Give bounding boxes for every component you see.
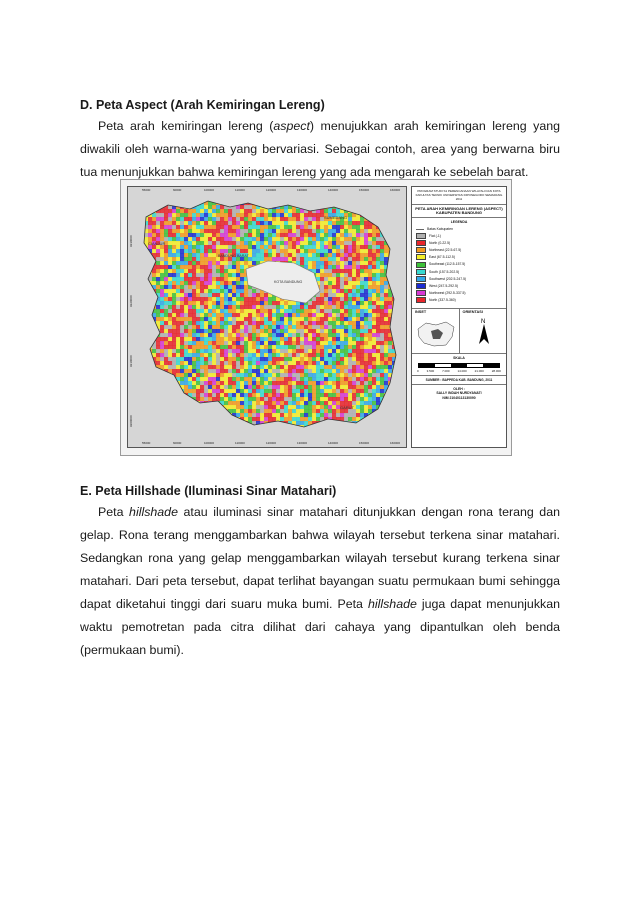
map-legend-panel bbox=[411, 186, 507, 448]
scale-number: 3.500 bbox=[426, 368, 435, 373]
coordinate-tick: 55000 bbox=[142, 441, 151, 445]
orientation-box bbox=[460, 309, 507, 353]
paragraph-text: ) menujukkan arah kemiringan lereng yang diwakili oleh warna-warna yang bervariasi. Sebagai contoh, area yang berwarna biru tua menunjukkan bahwa kemiringan lereng yang ada mengarah ke sebelah barat. bbox=[80, 119, 560, 179]
legend-list bbox=[412, 227, 506, 303]
legend-item bbox=[416, 276, 506, 282]
legend-item bbox=[416, 262, 506, 268]
scale-box bbox=[412, 354, 506, 376]
paragraph-text: juga dapat menunjukkan waktu pemotretan pada citra dilihat dari cahaya yang dipantulkan oleh benda (permukaan bumi). bbox=[80, 597, 560, 657]
legend-label: Northeast (22.5-67.5) bbox=[429, 248, 462, 253]
coordinate-tick: 130000 bbox=[297, 188, 308, 192]
coordinate-tick: 110000 bbox=[235, 188, 245, 192]
legend-swatch bbox=[416, 262, 426, 268]
legend-swatch bbox=[416, 283, 426, 289]
coordinate-tick: 9230000 bbox=[129, 235, 133, 247]
legend-item bbox=[416, 297, 506, 303]
source-text: SUMBER : BAPPEDA KAB. BANDUNG, 2011 bbox=[412, 376, 506, 385]
place-label: GARUT bbox=[340, 405, 354, 410]
coordinate-tick: 160000 bbox=[390, 441, 401, 445]
legend-title: LEGENDA bbox=[450, 220, 468, 225]
coordinate-tick: 110000 bbox=[235, 441, 245, 445]
legend-swatch bbox=[416, 290, 426, 296]
aspect-map-figure bbox=[120, 179, 512, 456]
coordinate-tick: 60000 bbox=[173, 441, 182, 445]
legend-label: Northwest (292.5-337.5) bbox=[429, 291, 466, 296]
legend-swatch bbox=[416, 240, 426, 246]
place-label: CIANJUR bbox=[148, 241, 166, 246]
map-title: PETA ARAH KEMIRINGAN LERENG (ASPECT) KABUPATEN BANDUNG bbox=[412, 205, 506, 218]
legend-swatch bbox=[416, 254, 426, 260]
legend-swatch bbox=[416, 233, 426, 239]
place-label: SUMEDANG bbox=[324, 215, 348, 220]
place-label: KOTA BANDUNG bbox=[274, 280, 303, 284]
inset-map bbox=[416, 319, 456, 349]
term-hillshade: hillshade bbox=[367, 597, 417, 611]
scale-label: SKALA bbox=[453, 355, 465, 360]
scale-number: 14.000 bbox=[457, 368, 467, 373]
legend-item bbox=[416, 240, 506, 246]
scale-number: 7.000 bbox=[442, 368, 450, 373]
inset-orientation-row bbox=[412, 309, 506, 354]
legend-label: North (0-22.5) bbox=[429, 240, 451, 245]
legend-item bbox=[416, 247, 506, 253]
legend-label: South (157.5-202.5) bbox=[429, 269, 460, 274]
legend-swatch bbox=[416, 276, 426, 282]
legend-label: Flat (-1) bbox=[429, 233, 441, 238]
author-box bbox=[412, 385, 506, 400]
legend-label: Southeast (112.5-157.5) bbox=[429, 262, 466, 267]
legend-swatch bbox=[416, 247, 426, 253]
coordinate-tick: 120000 bbox=[266, 441, 277, 445]
section-e-heading: E. Peta Hillshade (Iluminasi Sinar Matahari) bbox=[80, 484, 337, 498]
legend-item bbox=[416, 290, 506, 296]
legend-item bbox=[416, 227, 506, 231]
scale-number: 0 bbox=[417, 368, 419, 373]
inset-box bbox=[412, 309, 460, 353]
author-name: SALLY INDAH NURDYANATI bbox=[436, 391, 482, 396]
legend-item bbox=[416, 283, 506, 289]
paragraph-text: Peta bbox=[98, 505, 130, 519]
section-e-paragraph bbox=[80, 501, 560, 662]
north-arrow-icon bbox=[474, 316, 494, 346]
legend-swatch bbox=[416, 229, 424, 230]
coordinate-tick: 9200000 bbox=[129, 415, 133, 427]
legend-item bbox=[416, 233, 506, 239]
inset-label: INSET bbox=[415, 309, 427, 314]
coordinate-tick: 140000 bbox=[328, 441, 339, 445]
paragraph-text: atau iluminasi sinar matahari ditunjukkan dengan rona terang dan gelap. Rona terang menggambarkan bahwa wilayah tersebut terkena sinar matahari. Sedangkan rona yang gelap menggambarkan wilayah tersebut kurang terkena sinar matahari. Dari peta tersebut, dapat terlihat bayangan suatu permukaan bumi sehingga dapat diketahui tinggi dari suaru muka bumi. Peta bbox=[80, 505, 560, 611]
legend-label: West (247.5-292.5) bbox=[429, 284, 458, 288]
legend-label: East (67.5-112.5) bbox=[429, 255, 455, 260]
legend-item bbox=[416, 269, 506, 275]
coordinate-tick: 120000 bbox=[266, 188, 277, 192]
scale-bar bbox=[418, 363, 500, 368]
section-d-paragraph bbox=[80, 115, 560, 184]
coordinate-tick: 150000 bbox=[359, 441, 370, 445]
legend-swatch bbox=[416, 269, 426, 275]
term-hillshade: hillshade bbox=[129, 505, 178, 519]
coordinate-tick: 55000 bbox=[142, 188, 151, 192]
section-d-heading: D. Peta Aspect (Arah Kemiringan Lereng) bbox=[80, 98, 325, 112]
legend-swatch bbox=[416, 297, 426, 303]
coordinate-tick: 130000 bbox=[297, 441, 308, 445]
place-label: BANDUNG BARAT bbox=[218, 254, 249, 258]
coordinate-tick: 9220000 bbox=[129, 295, 133, 307]
term-aspect: aspect bbox=[273, 119, 310, 133]
orientation-label: ORIENTASI bbox=[462, 309, 483, 314]
north-letter: N bbox=[480, 318, 485, 325]
paragraph-text: Peta arah kemiringan lereng ( bbox=[98, 119, 274, 133]
coordinate-tick: 9210000 bbox=[129, 355, 133, 367]
legend-label: Southwest (202.5-247.5) bbox=[429, 276, 467, 281]
legend-label: North (337.5-360) bbox=[429, 298, 456, 303]
scale-number: 21.000 bbox=[474, 368, 484, 373]
coordinate-tick: 100000 bbox=[204, 188, 215, 192]
coordinate-tick: 100000 bbox=[204, 441, 215, 445]
scale-numbers bbox=[417, 369, 501, 373]
scale-number: 28.000 bbox=[491, 368, 501, 373]
coordinate-tick: 160000 bbox=[390, 188, 401, 192]
institution-text: PROGRAM STUDI S1 PERENCANAAN WILAYAH DAN KOTA FAKULTAS TEKNIK UNIVERSITAS DIPONEGORO SEMARANG 2011 bbox=[412, 187, 506, 205]
legend-item bbox=[416, 254, 506, 260]
map-frame bbox=[127, 186, 407, 448]
coordinate-tick: 140000 bbox=[328, 188, 339, 192]
legend-label: Batas Kabupaten bbox=[427, 227, 454, 232]
author-label: OLEH : bbox=[453, 387, 465, 392]
coordinate-tick: 60000 bbox=[173, 188, 182, 192]
author-nim: NIM 21040113130090 bbox=[442, 395, 476, 400]
aspect-map-image bbox=[128, 187, 406, 447]
coordinate-tick: 150000 bbox=[359, 188, 370, 192]
